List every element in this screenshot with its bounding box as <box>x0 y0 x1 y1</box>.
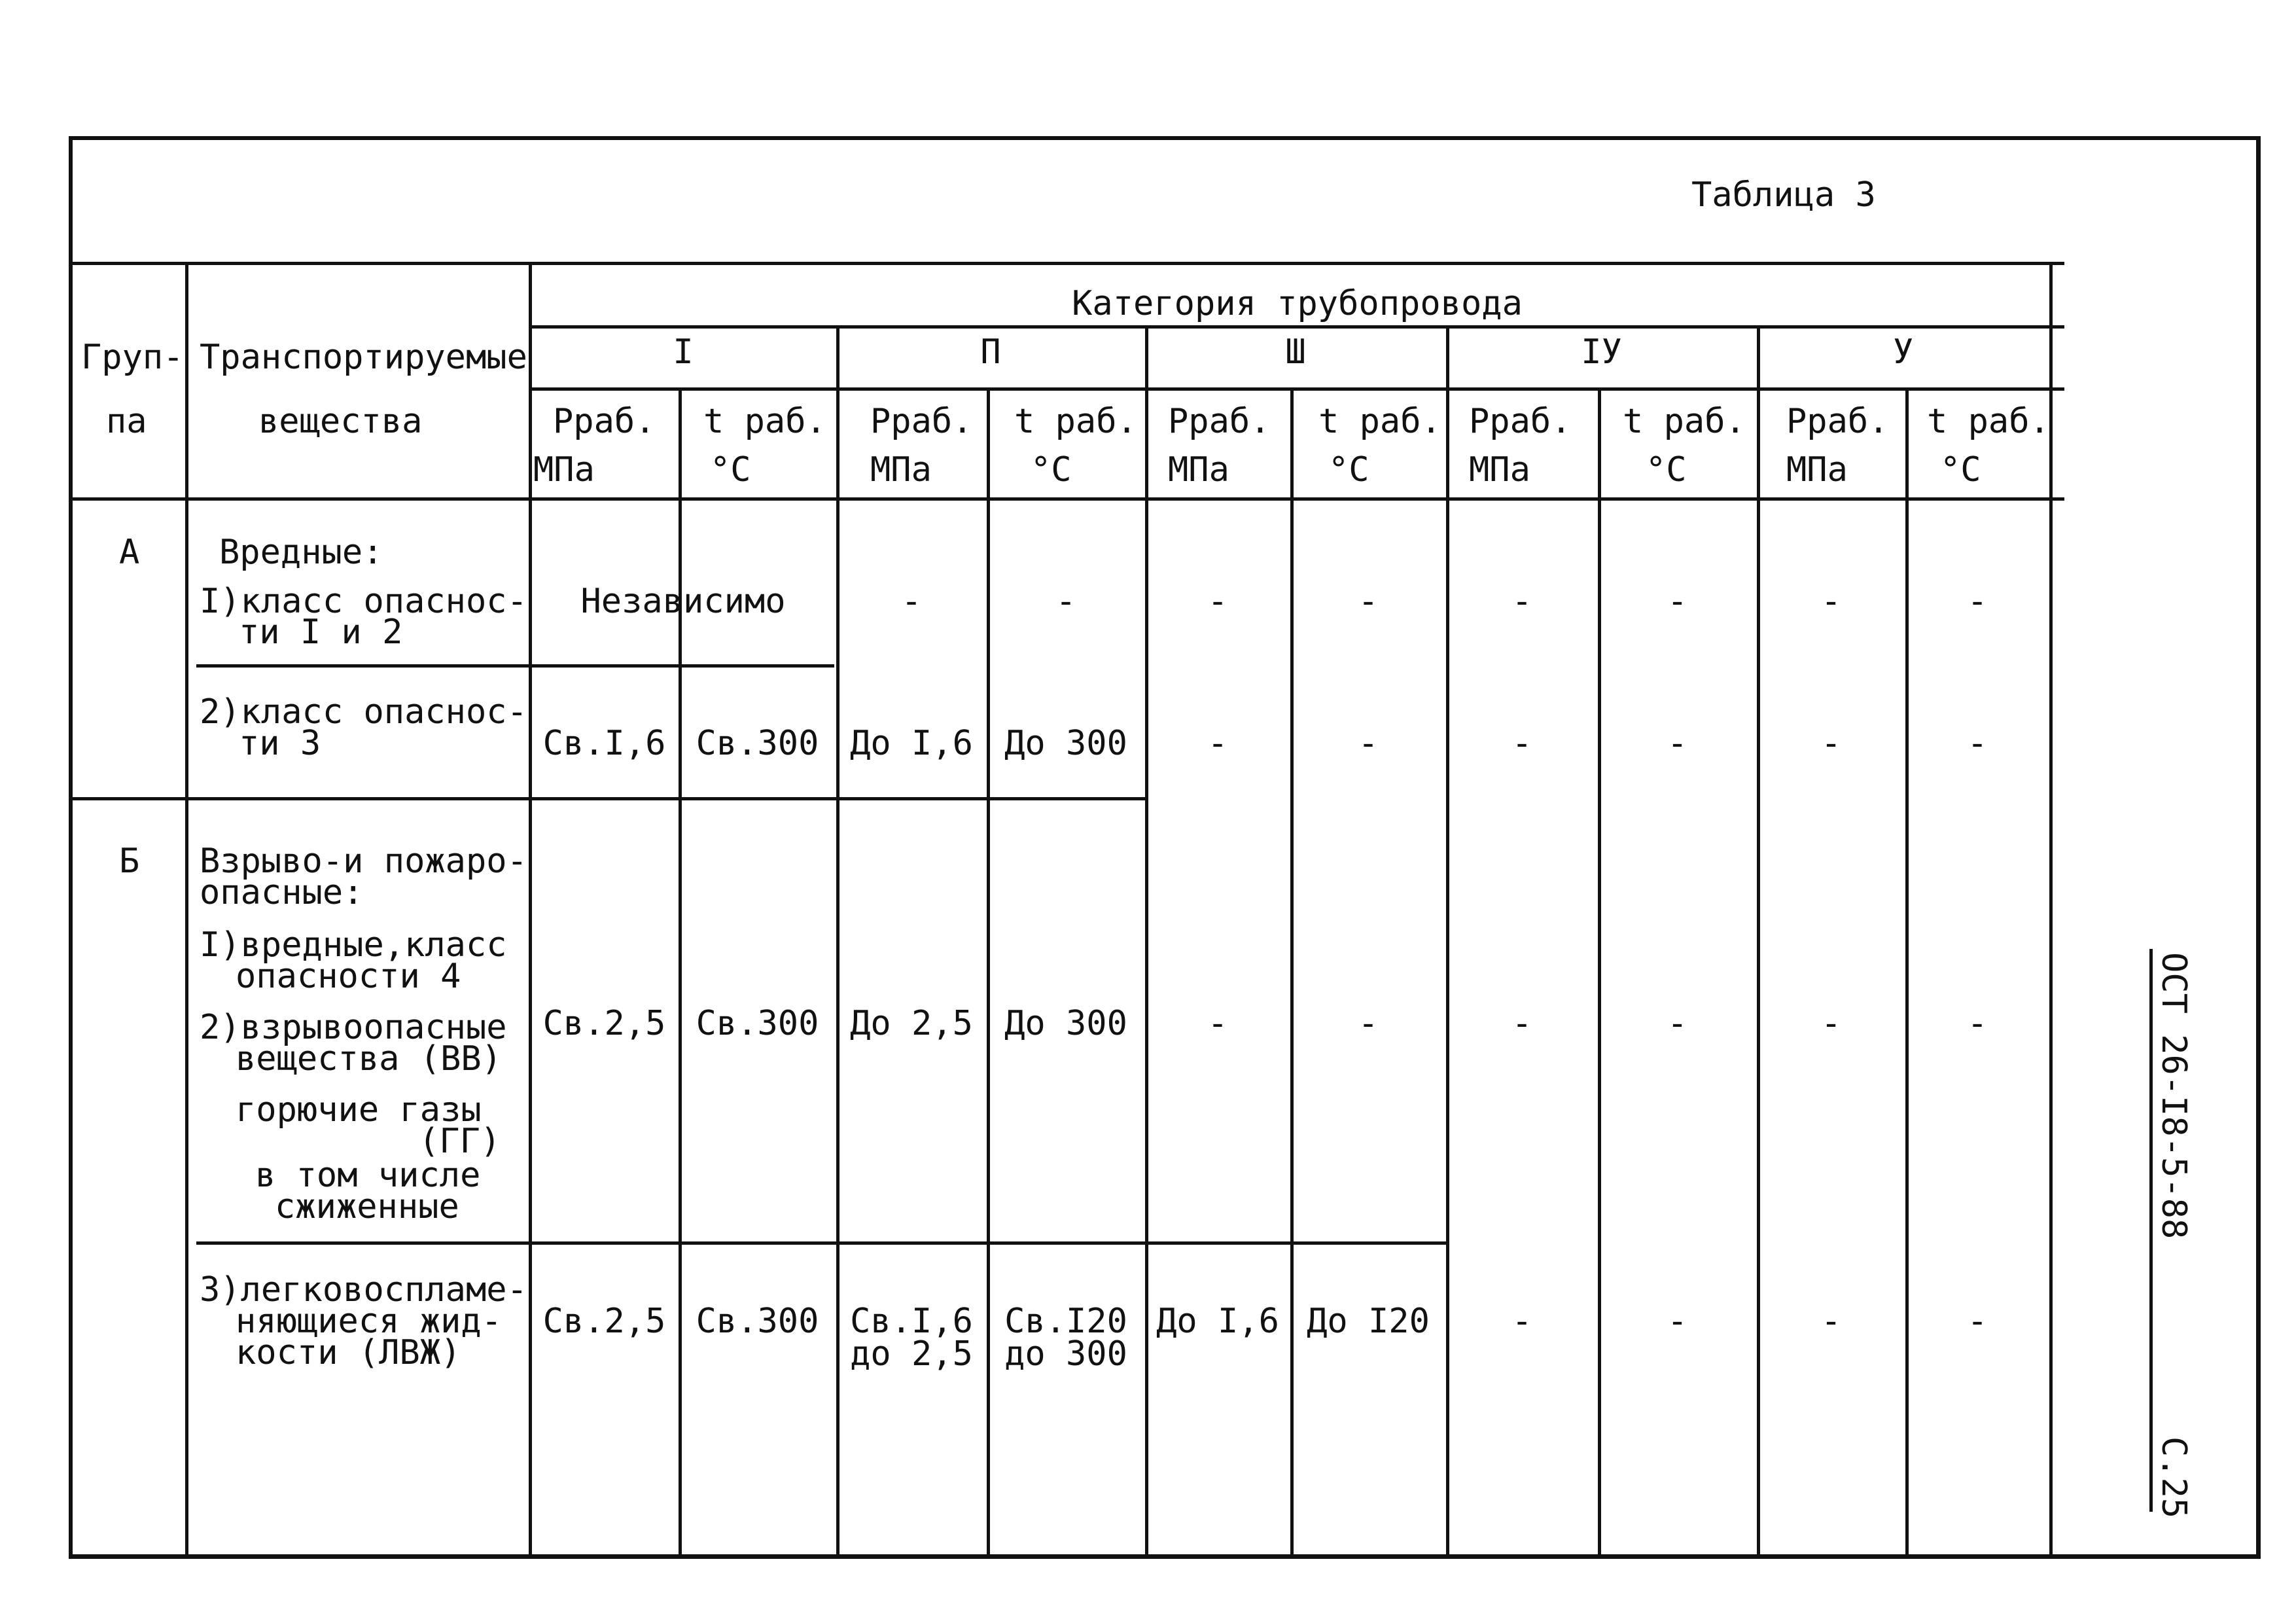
side-doc-code: ОСТ 26-I8-5-88 <box>2154 952 2193 1240</box>
row-b12-cat5t: - <box>1967 1004 1988 1043</box>
row-a2-label-l2: ти 3 <box>239 724 321 763</box>
row-a1-cat5t: - <box>1967 582 1988 621</box>
row-b12-cat3p: - <box>1207 1004 1228 1043</box>
category-3: Ш <box>1285 332 1306 372</box>
row-a2-cat5t: - <box>1967 724 1988 763</box>
category-2: П <box>980 332 1001 372</box>
col-line-4t <box>1598 387 1601 1555</box>
row-b12-cat1t: Св.300 <box>696 1004 819 1043</box>
row-b3-cat1t: Св.300 <box>696 1302 819 1341</box>
t-label-5-l2: °С <box>1940 450 1981 490</box>
row-a-split-line <box>196 664 834 668</box>
table-top-line <box>69 262 2064 265</box>
row-b12-cat4p: - <box>1511 1004 1532 1043</box>
row-b2-label-l6: сжиженные <box>275 1187 459 1226</box>
p-label-2-l2: МПа <box>870 450 932 490</box>
col-line-1t <box>679 387 682 666</box>
row-a2-cat1p: Св.I,6 <box>542 724 666 763</box>
row-b12-cat3t: - <box>1358 1004 1379 1043</box>
row-b2-label-l3: горючие газы <box>236 1090 482 1130</box>
row-b2-label-l5: в том числе <box>255 1156 481 1195</box>
header-substances-l2: вещества <box>258 402 423 441</box>
p-label-1-l2: МПа <box>533 450 595 490</box>
row-a2-cat4t: - <box>1667 724 1688 763</box>
category-line <box>530 325 2064 329</box>
row-b3-cat2p-l2: до 2,5 <box>850 1334 973 1374</box>
row-a2-cat1t: Св.300 <box>696 724 819 763</box>
header-group-l1: Груп- <box>81 338 184 377</box>
col-line-right <box>2049 262 2053 1555</box>
p-label-4-l2: МПа <box>1469 450 1530 490</box>
col-line-substances <box>529 262 532 1555</box>
row-b3-cat5t: - <box>1967 1302 1988 1341</box>
p-label-5-l1: Рраб. <box>1786 402 1889 441</box>
row-b12-cat1p: Св.2,5 <box>542 1004 666 1043</box>
col-line-1t-lower <box>679 664 682 1555</box>
p-label-4-l1: Рраб. <box>1469 402 1572 441</box>
t-label-1-l2: °С <box>710 450 751 490</box>
t-label-2-l2: °С <box>1031 450 1072 490</box>
p-label-3-l1: Рраб. <box>1168 402 1271 441</box>
row-b3-cat2p-l1: Св.I,6 <box>850 1302 973 1341</box>
row-a2-label-l1: 2)класс опаснос- <box>200 692 527 732</box>
p-label-2-l1: Рраб. <box>870 402 973 441</box>
t-label-2-l1: t раб. <box>1014 402 1137 441</box>
p-label-1-l1: Рраб. <box>553 402 656 441</box>
col-line-4 <box>1446 325 1449 1555</box>
p-label-5-l2: МПа <box>1786 450 1848 490</box>
row-a2-cat2t: До 300 <box>1004 724 1127 763</box>
row-a2-cat3p: - <box>1207 724 1228 763</box>
row-b-title-l2: опасные: <box>200 873 364 912</box>
t-label-5-l1: t раб. <box>1927 402 2050 441</box>
row-a1-cat4p: - <box>1511 582 1532 621</box>
row-b2-label-l4: (ГГ) <box>419 1122 501 1161</box>
header-category: Категория трубопровода <box>1072 284 1523 323</box>
row-a1-cat3p: - <box>1207 582 1228 621</box>
row-a2-cat4p: - <box>1511 724 1532 763</box>
row-b12-cat5p: - <box>1820 1004 1842 1043</box>
t-label-4-l1: t раб. <box>1623 402 1746 441</box>
row-a1-cat2t: - <box>1055 582 1076 621</box>
header-substances-l1: Транспортируемые <box>200 338 527 377</box>
category-1: I <box>673 332 694 372</box>
row-b-title-l1: Взрыво-и пожаро- <box>200 842 527 881</box>
col-line-5t <box>1905 387 1909 1555</box>
row-a1-label-l1: I)класс опаснос- <box>200 582 527 621</box>
row-b12-cat4t: - <box>1667 1004 1688 1043</box>
subheader-line <box>530 387 2064 391</box>
category-5: У <box>1892 332 1914 372</box>
p-label-3-l2: МПа <box>1168 450 1229 490</box>
t-label-3-l2: °С <box>1328 450 1369 490</box>
row-a-title: Вредные: <box>219 533 383 572</box>
row-b-group: Б <box>119 842 140 881</box>
row-a2-cat2p: До I,6 <box>850 724 973 763</box>
row-b1-label-l2: опасности 4 <box>236 957 461 996</box>
row-b12-cat2t: До 300 <box>1004 1004 1127 1043</box>
row-b3-cat4p: - <box>1511 1302 1532 1341</box>
col-line-3t <box>1290 387 1294 1555</box>
t-label-4-l2: °С <box>1646 450 1687 490</box>
col-line-group <box>185 262 188 1555</box>
row-b3-label-l2: няющиеся жид- <box>236 1302 502 1341</box>
row-a2-cat3t: - <box>1358 724 1379 763</box>
row-b3-cat2t-l1: Св.I20 <box>1004 1302 1127 1341</box>
row-a1-cat1: Независимо <box>580 582 786 621</box>
row-a1-cat2p: - <box>901 582 922 621</box>
row-b2-label-l1: 2)взрывоопасные <box>200 1008 507 1047</box>
header-group-l2: па <box>106 402 147 441</box>
row-b3-cat3t: До I20 <box>1307 1302 1430 1341</box>
row-b3-cat2t-l2: до 300 <box>1004 1334 1127 1374</box>
col-line-2t <box>987 387 990 1555</box>
col-line-3 <box>1145 325 1148 1555</box>
row-b3-cat3p: До I,6 <box>1156 1302 1279 1341</box>
row-a2-cat5p: - <box>1820 724 1842 763</box>
table-title: Таблица 3 <box>1691 175 1876 215</box>
row-b-split-line <box>196 1241 1449 1245</box>
col-line-5 <box>1757 325 1760 1555</box>
row-b12-cat2p: До 2,5 <box>850 1004 973 1043</box>
row-b1-label-l1: I)вредные,класс <box>200 925 507 965</box>
row-b2-label-l2: вещества (ВВ) <box>236 1039 502 1079</box>
t-label-1-l1: t раб. <box>703 402 826 441</box>
side-page-number: С.25 <box>2154 1436 2193 1519</box>
row-b3-cat5p: - <box>1820 1302 1842 1341</box>
row-a1-cat3t: - <box>1358 582 1379 621</box>
row-a-group: А <box>119 533 140 572</box>
row-a1-cat5p: - <box>1820 582 1842 621</box>
row-b3-cat1p: Св.2,5 <box>542 1302 666 1341</box>
row-b3-label-l3: кости (ЛВЖ) <box>236 1333 461 1372</box>
row-b3-label-l1: 3)легковоспламе- <box>200 1270 527 1310</box>
row-a1-cat4t: - <box>1667 582 1688 621</box>
row-b3-cat4t: - <box>1667 1302 1688 1341</box>
row-a1-label-l2: ти I и 2 <box>239 613 403 652</box>
side-stamp-bar <box>2149 949 2153 1512</box>
category-4: IУ <box>1581 332 1622 372</box>
t-label-3-l1: t раб. <box>1318 402 1441 441</box>
header-bottom-line <box>69 497 2064 501</box>
